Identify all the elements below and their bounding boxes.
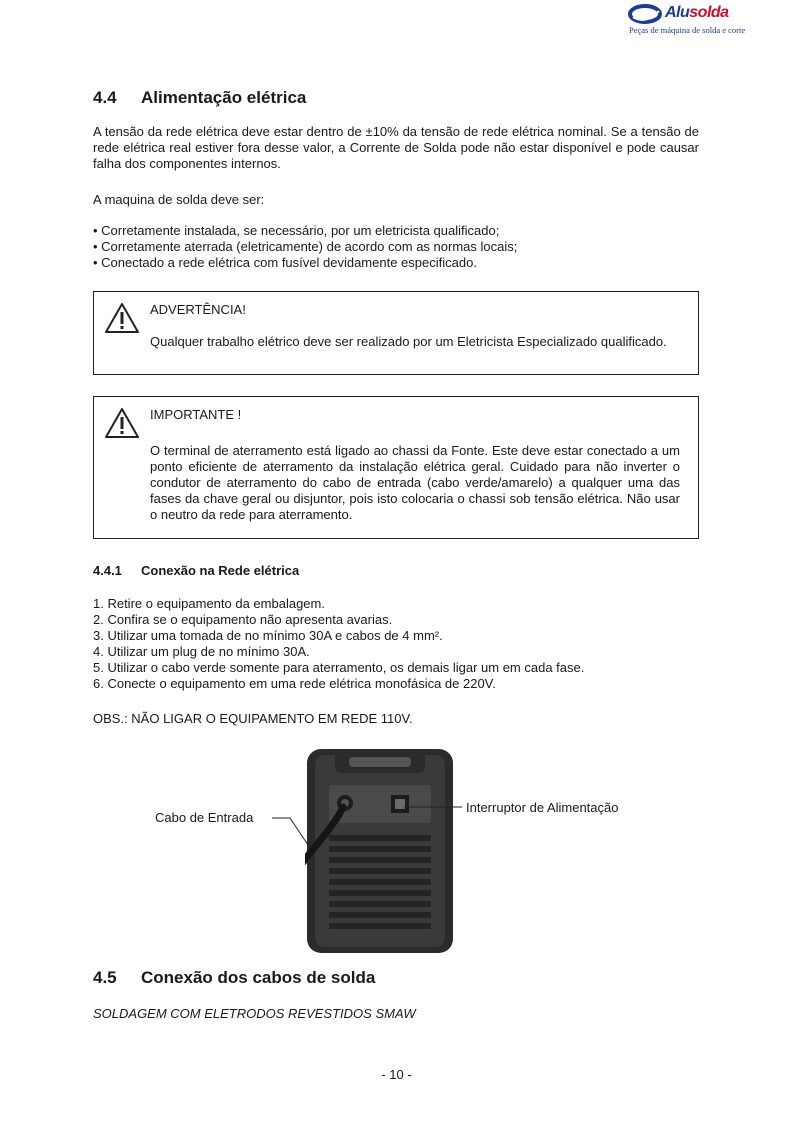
list-item: 6. Conecte o equipamento em uma rede elétrica monofásica de 220V. [93, 676, 496, 691]
list-item: 4. Utilizar um plug de no mínimo 30A. [93, 644, 310, 659]
important-box [93, 396, 699, 539]
warning-triangle-icon [104, 407, 140, 439]
list-item: • Conectado a rede elétrica com fusível devidamente especificado. [93, 255, 477, 270]
brand-tagline: Peças de máquina de solda e corte [629, 25, 746, 35]
warning-title: ADVERTÊNCIA! [150, 302, 246, 317]
warning-box [93, 291, 699, 375]
list-item: 3. Utilizar uma tomada de no mínimo 30A e cabos de 4 mm². [93, 628, 443, 643]
section-intro-paragraph: A tensão da rede elétrica deve estar dentro de ±10% da tensão de rede elétrica nominal. Se a tensão de rede elétrica real estiver fora desse valor, a Corrente de Solda pode não estar disponível e pode causar falha dos componentes internos. [93, 124, 699, 171]
logo-swoosh-icon [627, 3, 663, 25]
important-title: IMPORTANTE ! [150, 407, 242, 422]
list-item: 1. Retire o equipamento da embalagem. [93, 596, 325, 611]
list-item: 2. Confira se o equipamento não apresenta avarias. [93, 612, 393, 627]
requirements-list [93, 223, 699, 271]
brand-name: Alusolda [665, 4, 729, 21]
power-switch-callout-line [404, 800, 464, 814]
list-item: 5. Utilizar o cabo verde somente para aterramento, os demais ligar um em cada fase. [93, 660, 585, 675]
input-cable-callout-line [270, 800, 350, 860]
list-item: • Corretamente instalada, se necessário, por um eletricista qualificado; [93, 223, 500, 238]
power-switch-label: Interruptor de Alimentação [466, 800, 619, 815]
section-subtitle-smaw: SOLDAGEM COM ELETRODOS REVESTIDOS SMAW [93, 1006, 416, 1021]
warning-triangle-icon [104, 302, 140, 334]
obs-note: OBS.: NÃO LIGAR O EQUIPAMENTO EM REDE 110V. [93, 711, 413, 726]
section-heading-4-5: 4.5 Conexão dos cabos de solda [93, 968, 376, 987]
section-heading-4-4: 4.4 Alimentação elétrica [93, 88, 307, 107]
important-body: O terminal de aterramento está ligado ao chassi da Fonte. Este deve estar conectado a um ponto eficiente de aterramento da instalação elétrica geral. Cuidado para não inverter o condutor de aterramento do cabo de entrada (cabo verde/amarelo) a qualquer uma das fases da chave geral ou disjuntor, pois isto colocaria o chassi sob tensão elétrica. Não usar o neutro da rede para aterramento. [150, 443, 680, 522]
section-heading-4-4-1: 4.4.1 Conexão na Rede elétrica [93, 563, 300, 578]
requirements-lead: A maquina de solda deve ser: [93, 192, 265, 207]
page-number: - 10 - [381, 1067, 412, 1082]
input-cable-label: Cabo de Entrada [155, 810, 254, 825]
list-item: • Corretamente aterrada (eletricamente) de acordo com as normas locais; [93, 239, 518, 254]
connection-steps-list [93, 596, 699, 692]
warning-body: Qualquer trabalho elétrico deve ser realizado por um Eletricista Especializado qualificado. [150, 334, 667, 349]
brand-logo [625, 2, 760, 40]
